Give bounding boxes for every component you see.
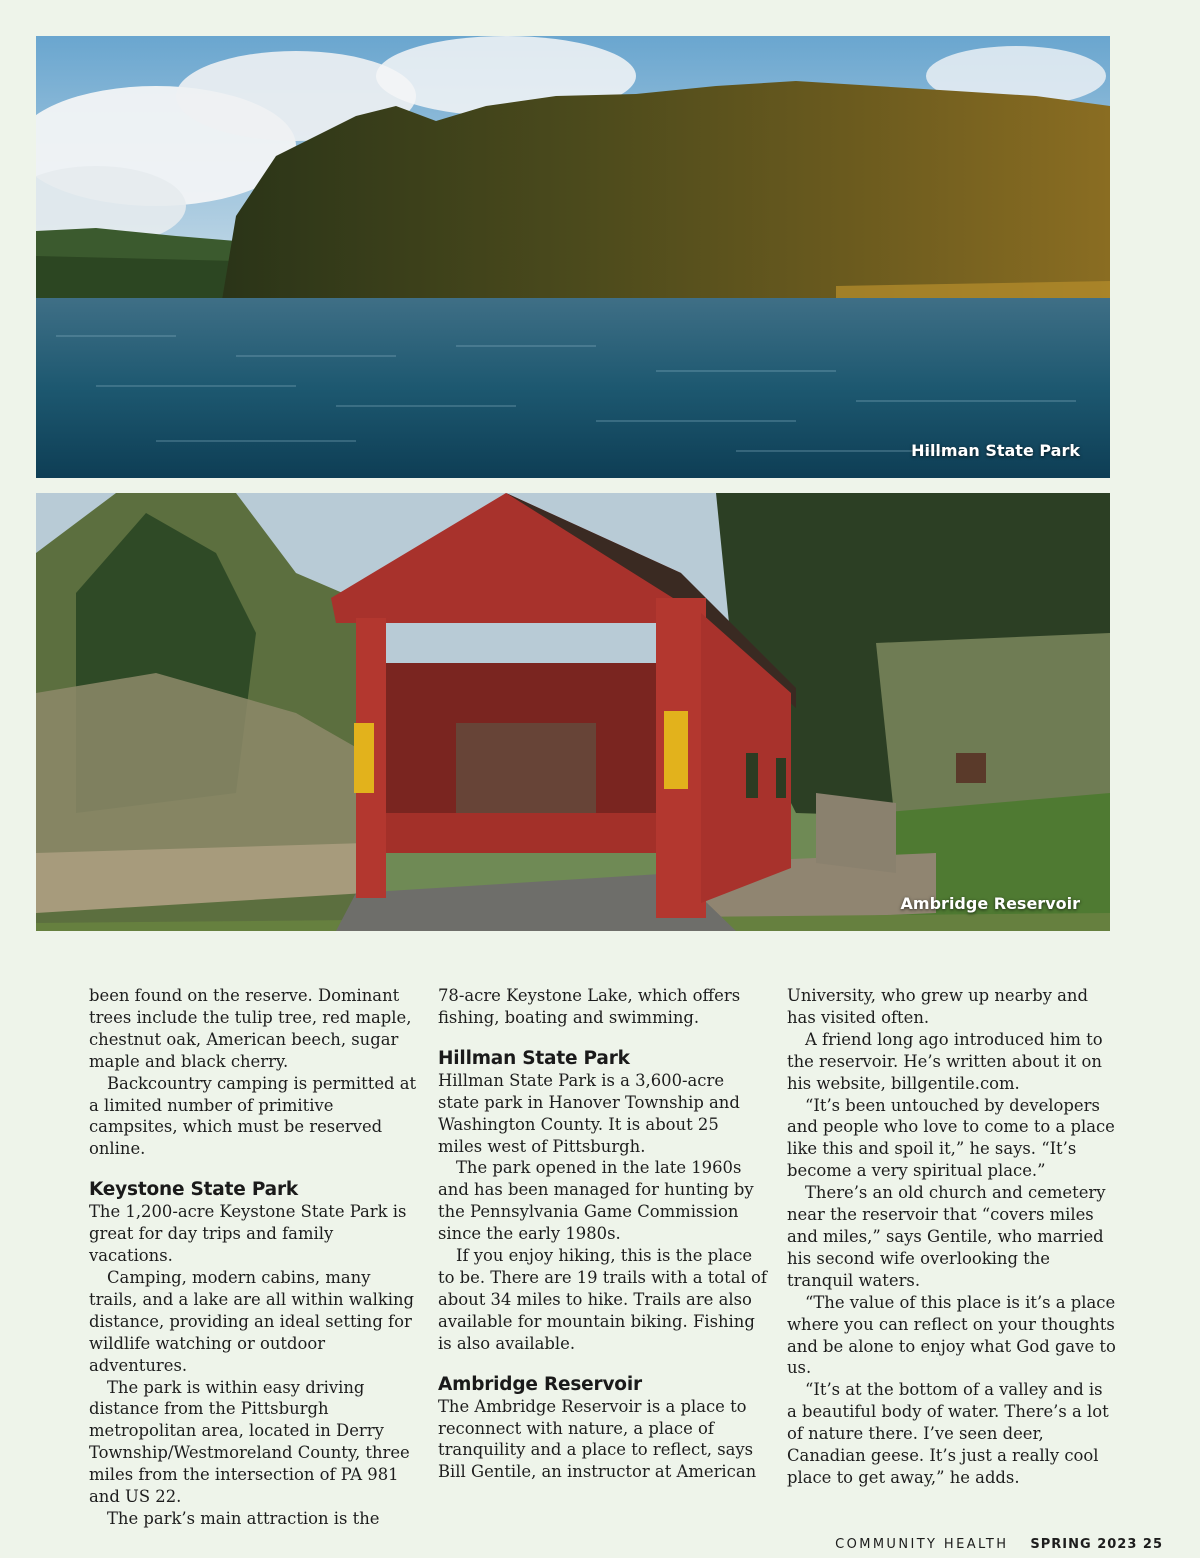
paragraph: The Ambridge Reservoir is a place to reconnect with nature, a place of tranquility and a place to reflect, says Bill Gentile, an instructor at American xyxy=(438,1396,757,1482)
paragraph: “It’s at the bottom of a valley and is a beautiful body of water. There’s a lot of nature there. I’ve seen deer, Canadian geese. It’s just a really cool place to get away,” he adds. xyxy=(787,1380,1109,1487)
section-heading-ambridge: Ambridge Reservoir xyxy=(438,1373,642,1395)
paragraph: 78-acre Keystone Lake, which offers fishing, boating and swimming. xyxy=(438,986,741,1027)
paragraph: A friend long ago introduced him to the reservoir. He’s written about it on his website, billgentile.com. xyxy=(787,1029,1103,1093)
paragraph: Hillman State Park is a 3,600-acre state park in Hanover Township and Washington County. It is about 25 miles west of Pittsburgh. xyxy=(438,1070,740,1156)
paragraph: Camping, modern cabins, many trails, and a lake are all within walking distance, providing an ideal setting for wildlife watching or outdoor adventures. xyxy=(89,1267,415,1375)
page-footer xyxy=(835,1537,1163,1553)
paragraph: The park is within easy driving distance from the Pittsburgh metropolitan area, located in Derry Township/Westmoreland County, three miles from the intersection of PA 981 and US 22. xyxy=(89,1377,410,1507)
section-heading-keystone: Keystone State Park xyxy=(89,1179,298,1201)
issue-and-page-number: SPRING 2023 25 xyxy=(1030,1537,1163,1552)
paragraph: The 1,200-acre Keystone State Park is great for day trips and family vacations. xyxy=(89,1202,407,1266)
section-heading-hillman: Hillman State Park xyxy=(438,1047,630,1069)
photo-caption-ambridge: Ambridge Reservoir xyxy=(900,894,1080,913)
paragraph: “The value of this place is it’s a place where you can reflect on your thoughts and be alone to enjoy what God gave to us. xyxy=(787,1292,1116,1378)
photo-hillman-state-park xyxy=(36,36,1110,478)
paragraph: If you enjoy hiking, this is the place to be. There are 19 trails with a total of about 34 miles to hike. Trails are also available for mountain biking. Fishing is also available. xyxy=(438,1246,767,1353)
paragraph: The park opened in the late 1960s and has been managed for hunting by the Pennsylvania Game Commission since the early 1980s. xyxy=(438,1158,754,1244)
covered-bridge-image xyxy=(36,493,1110,931)
paragraph: been found on the reserve. Dominant trees include the tulip tree, red maple, chestnut oak, American beech, sugar maple and black cherry. xyxy=(89,986,412,1071)
article-column-1 xyxy=(89,985,419,1530)
paragraph: University, who grew up nearby and has visited often. xyxy=(787,986,1088,1027)
article-column-3 xyxy=(787,985,1117,1489)
paragraph: “It’s been untouched by developers and people who love to come to a place like this and spoil it,” he says. “It’s become a very spiritual place.” xyxy=(787,1095,1115,1181)
photo-ambridge-reservoir xyxy=(36,493,1110,931)
lake-image xyxy=(36,36,1110,478)
paragraph: There’s an old church and cemetery near the reservoir that “covers miles and miles,” says Gentile, who married his second wife overlooking the tranquil waters. xyxy=(787,1183,1106,1290)
article-body xyxy=(89,985,1119,1528)
photo-caption-hillman: Hillman State Park xyxy=(911,441,1080,460)
article-column-2 xyxy=(438,985,768,1483)
paragraph: Backcountry camping is permitted at a limited number of primitive campsites, which must be reserved online. xyxy=(89,1073,417,1159)
paragraph: The park’s main attraction is the xyxy=(107,1508,380,1528)
magazine-name: COMMUNITY HEALTH xyxy=(835,1537,1009,1552)
